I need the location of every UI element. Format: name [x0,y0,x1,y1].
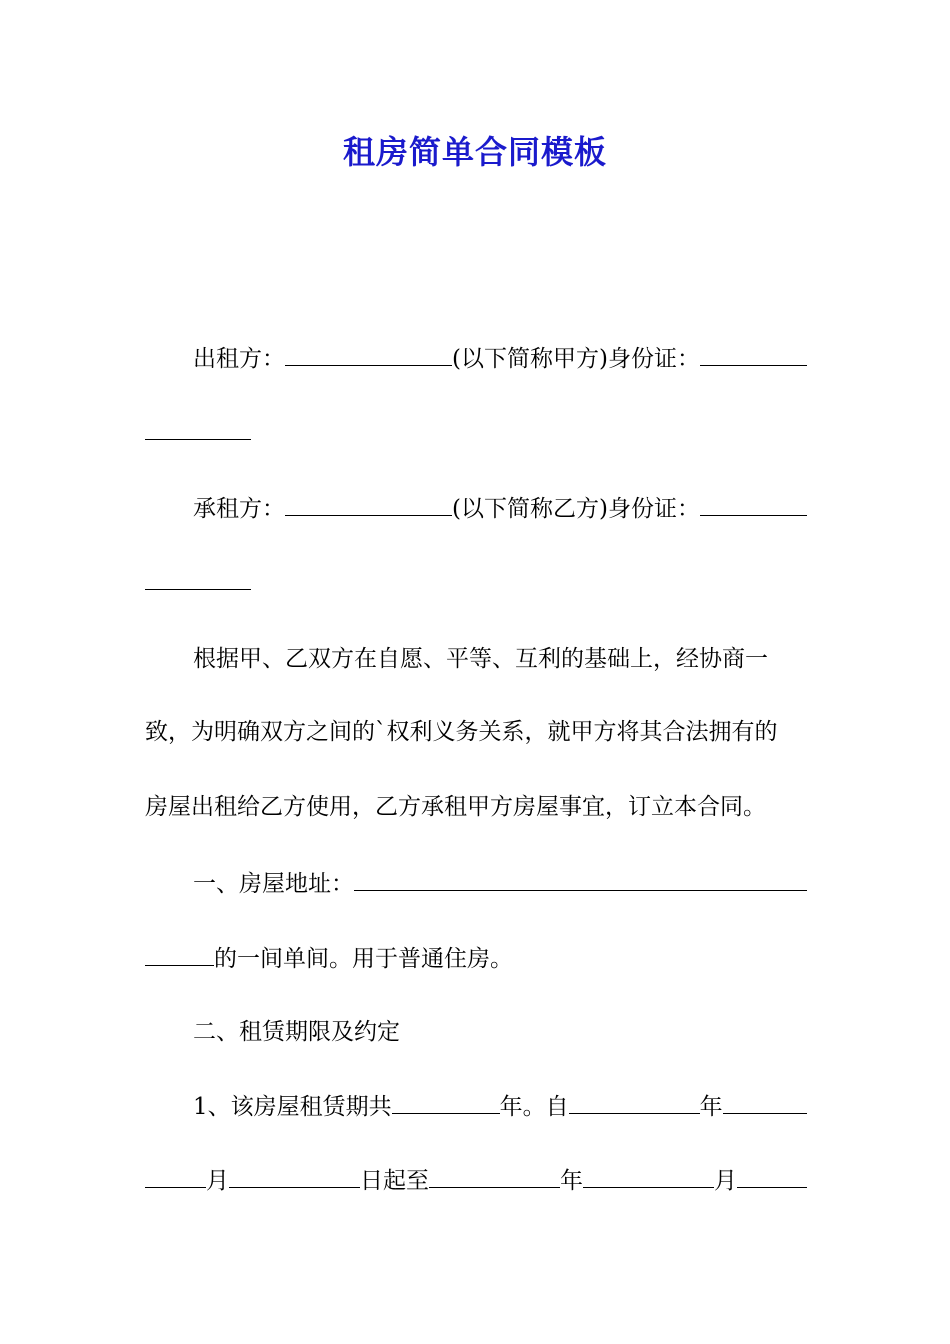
section1-address-line [193,869,807,899]
preamble-line-1: 根据甲、乙双方在自愿、平等、互利的基础上，经协商一 [193,646,768,672]
end-month-blank [583,1169,714,1188]
preamble-line-3: 房屋出租给乙方使用，乙方承租甲方房屋事宜，订立本合同。 [145,794,766,820]
lessee-id-blank-continued [145,571,251,590]
lessor-id-blank [700,347,807,366]
clause1-year: 年 [699,1094,723,1120]
lessee-name-blank [285,497,452,516]
clause1-year2: 年 [560,1168,583,1194]
document-title: 租房简单合同模板 [342,133,607,171]
clause1-month2: 月 [714,1168,737,1194]
term-years-blank [392,1095,500,1114]
section1-continuation-line [145,944,807,974]
start-month-blank [723,1095,807,1114]
lessor-label: 出租方： [193,346,285,372]
lessee-line [193,494,807,524]
clause1-line-2 [145,1166,807,1196]
start-year-blank [569,1095,700,1114]
lessor-note: (以下简称甲方)身份证： [452,346,700,372]
address-blank-continued [145,947,214,966]
section1-label: 一、房屋地址： [193,871,354,897]
clause1-prefix: 1、该房屋租赁期共 [193,1094,392,1120]
lessor-line [193,344,807,374]
address-blank [354,872,807,891]
lessor-id-continuation [145,421,807,440]
preamble-line-2: 致，为明确双方之间的`权利义务关系，就甲方将其合法拥有的 [145,719,778,745]
lessee-label: 承租方： [193,496,285,522]
section1-continuation: 的一间单间。用于普通住房。 [214,946,513,972]
start-month-blank-continued [145,1169,206,1188]
section2-heading: 二、租赁期限及约定 [193,1019,400,1045]
clause1-day-from: 日起至 [360,1168,429,1194]
clause1-year-unit: 年。自 [499,1094,569,1120]
clause1-month: 月 [206,1168,229,1194]
lessee-note: (以下简称乙方)身份证： [452,496,700,522]
lessee-id-blank [700,497,807,516]
end-year-blank [429,1169,560,1188]
lessee-id-continuation [145,571,807,590]
lessor-id-blank-continued [145,421,251,440]
lessor-name-blank [285,347,452,366]
end-day-blank [737,1169,807,1188]
clause1-line-1 [193,1092,807,1122]
start-day-blank [229,1169,360,1188]
